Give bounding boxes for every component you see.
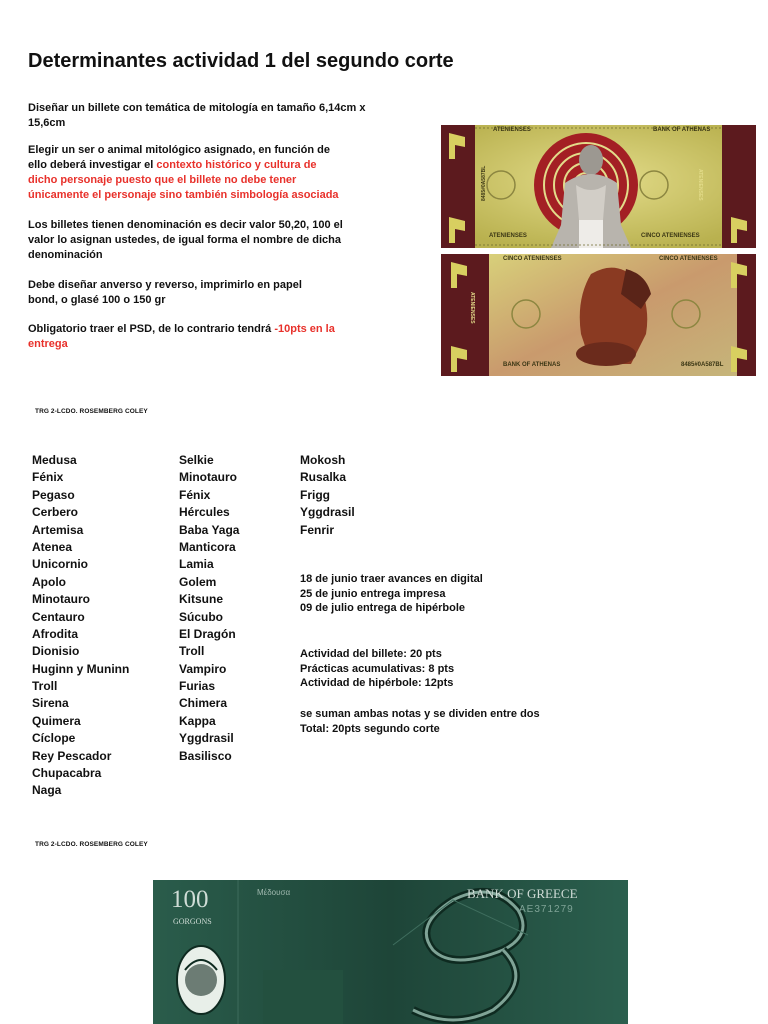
creature-item: Rey Pescador bbox=[32, 748, 112, 763]
creature-item: Artemisa bbox=[32, 522, 84, 537]
creature-item: Centauro bbox=[32, 609, 85, 624]
paragraph-psd-penalty: -10pts en la entrega bbox=[28, 323, 335, 350]
creature-item: Lamia bbox=[179, 557, 214, 572]
date-item: 25 de junio entrega impresa bbox=[300, 587, 446, 600]
creature-item: Hércules bbox=[179, 505, 230, 520]
bill2-side-label: ATENIENSES bbox=[469, 292, 475, 324]
banknote-athens-reverse bbox=[441, 254, 756, 376]
creature-list-col1 bbox=[32, 452, 129, 800]
creature-item: Troll bbox=[32, 679, 58, 694]
creature-item: Kitsune bbox=[179, 592, 224, 607]
grade-item: Actividad de hipérbole: 12pts bbox=[300, 677, 454, 690]
creature-item: Sirena bbox=[32, 696, 69, 711]
bill3-unit: GORGONS bbox=[173, 917, 212, 926]
bill2-top-right: CINCO ATENIENSES bbox=[659, 256, 718, 262]
date-item: 18 de junio traer avances en digital bbox=[300, 573, 483, 585]
paragraph-print: Debe diseñar anverso y reverso, imprimirlo en papel bond, o glasé 100 o 150 gr bbox=[28, 279, 302, 306]
bill3-value: 100 bbox=[171, 886, 209, 913]
creature-item: Vampiro bbox=[179, 661, 227, 676]
creature-item: Basilisco bbox=[179, 748, 232, 763]
creature-item: Unicornio bbox=[32, 557, 88, 572]
creature-item: Súcubo bbox=[179, 609, 223, 624]
bill3-bank: BANK OF GREECE bbox=[467, 886, 578, 901]
page-title: Determinantes actividad 1 del segundo corte bbox=[28, 50, 454, 72]
creature-item: Minotauro bbox=[179, 470, 237, 485]
creature-item: Frigg bbox=[300, 487, 330, 502]
creature-list-col2 bbox=[179, 452, 239, 765]
creature-item: Manticora bbox=[179, 539, 236, 554]
bill1-bottom-right: CINCO ATENIENSES bbox=[641, 233, 700, 239]
bill1-side-label: ATENIENSES bbox=[697, 169, 703, 201]
paragraph-character-highlight: contexto histórico y cultura de dicho personaje puesto que el billete no debe tener únicamente el personaje sino también simbología asociada bbox=[28, 159, 339, 201]
dates-list bbox=[300, 572, 483, 616]
creature-item: Fénix bbox=[32, 470, 64, 485]
creature-item: Selkie bbox=[179, 453, 214, 467]
total-item: Total: 20pts segundo corte bbox=[300, 722, 440, 735]
banknote-athens-obverse bbox=[441, 125, 756, 248]
bill2-serial: 8485#0A587BL bbox=[681, 362, 724, 368]
creature-item: Pegaso bbox=[32, 487, 75, 502]
paragraph-psd bbox=[28, 322, 348, 352]
banknote-medusa bbox=[153, 880, 628, 1024]
creature-item: Naga bbox=[32, 783, 62, 798]
creature-item: Medusa bbox=[32, 453, 77, 467]
grade-item: Prácticas acumulativas: 8 pts bbox=[300, 662, 455, 675]
bill1-serial: 8485#0A587BL bbox=[481, 165, 487, 201]
creature-item: Yggdrasil bbox=[179, 731, 234, 746]
bill3-name: Μέδουσα bbox=[257, 888, 291, 897]
creature-item: Huginn y Muninn bbox=[32, 661, 130, 676]
bill1-bottom-left: ATENIENSES bbox=[489, 233, 527, 239]
paragraph-character bbox=[28, 143, 348, 203]
footer-credit-2: TRG 2-LCDO. ROSEMBERG COLEY bbox=[35, 841, 148, 848]
paragraph-psd-text: Obligatorio traer el PSD, de lo contrario tendrá bbox=[28, 323, 275, 335]
creature-item: Apolo bbox=[32, 574, 66, 589]
creature-item: Atenea bbox=[32, 539, 73, 554]
creature-item: Troll bbox=[179, 644, 205, 659]
date-item: 09 de julio entrega de hipérbole bbox=[300, 602, 466, 615]
creature-item: Fénix bbox=[179, 487, 211, 502]
creature-list-col3 bbox=[300, 452, 355, 539]
grade-item: Actividad del billete: 20 pts bbox=[300, 648, 442, 660]
creature-item: Quimera bbox=[32, 713, 81, 728]
bill1-bank: BANK OF ATHENAS bbox=[653, 127, 711, 133]
paragraph-denomination: Los billetes tienen denominación es decir valor 50,20, 100 el valor lo asignan ustedes, de igual forma el nombre de dicha denominación bbox=[28, 219, 343, 261]
creature-item: Furias bbox=[179, 679, 216, 694]
creature-item: Cíclope bbox=[32, 731, 76, 746]
creature-item: Mokosh bbox=[300, 453, 346, 467]
paragraph-size: Diseñar un billete con temática de mitología en tamaño 6,14cm x 15,6cm bbox=[28, 102, 366, 129]
bill2-top-left: CINCO ATENIENSES bbox=[503, 256, 562, 262]
total-item: se suman ambas notas y se dividen entre dos bbox=[300, 708, 540, 720]
paragraph-character-text: Elegir un ser o animal mitológico asignado, en función de ello deberá investigar el bbox=[28, 144, 330, 171]
total-note bbox=[300, 707, 540, 736]
bill3-serial: AE371279 bbox=[519, 904, 574, 915]
creature-item: Golem bbox=[179, 574, 217, 589]
creature-item: Yggdrasil bbox=[300, 505, 355, 520]
creature-item: El Dragón bbox=[179, 626, 236, 641]
creature-item: Chupacabra bbox=[32, 766, 102, 781]
creature-item: Kappa bbox=[179, 713, 216, 728]
creature-item: Baba Yaga bbox=[179, 522, 240, 537]
creature-item: Fenrir bbox=[300, 522, 335, 537]
grades-list bbox=[300, 647, 454, 691]
creature-item: Afrodita bbox=[32, 626, 78, 641]
creature-item: Cerbero bbox=[32, 505, 79, 520]
footer-credit-1: TRG 2-LCDO. ROSEMBERG COLEY bbox=[35, 408, 148, 415]
creature-item: Chimera bbox=[179, 696, 228, 711]
bill2-bank: BANK OF ATHENAS bbox=[503, 362, 561, 368]
creature-item: Minotauro bbox=[32, 592, 90, 607]
bill1-top-label: ATENIENSES bbox=[493, 127, 531, 133]
creature-item: Rusalka bbox=[300, 470, 347, 485]
creature-item: Dionisio bbox=[32, 644, 80, 659]
